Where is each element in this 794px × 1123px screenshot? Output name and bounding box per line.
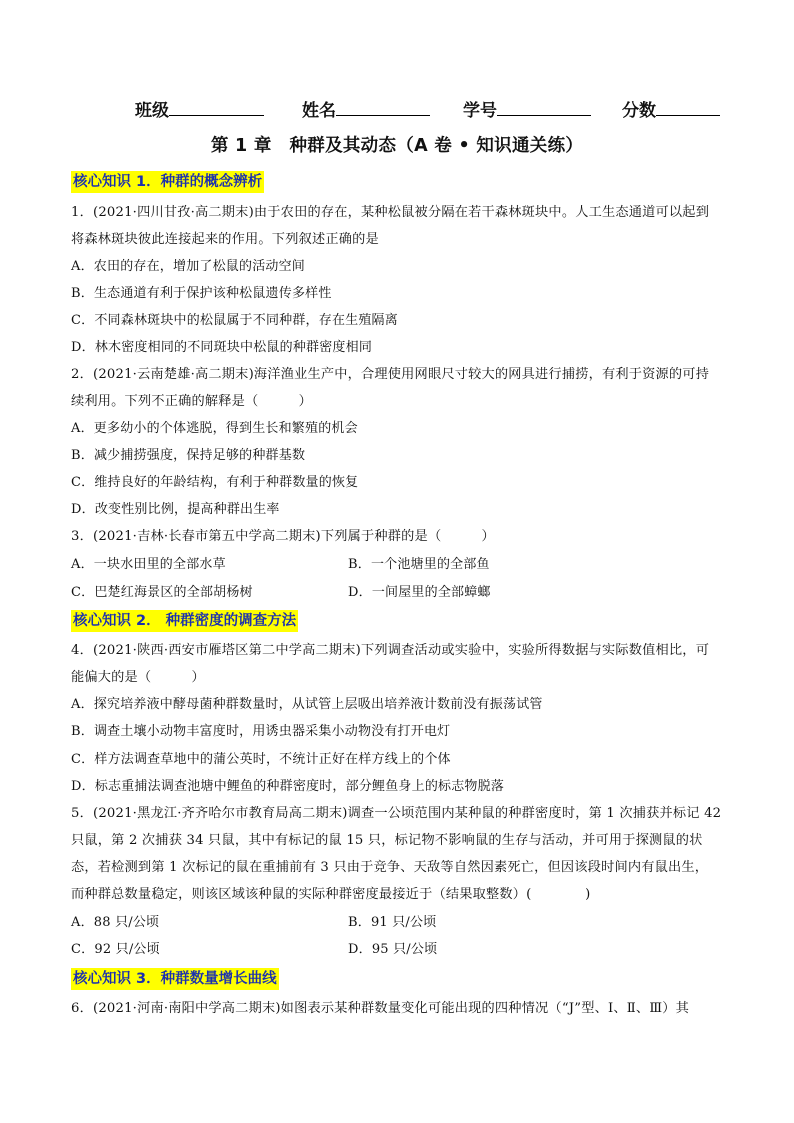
q5-option-a: A．88 只/公顷: [71, 915, 160, 930]
q4-option-c: C．样方法调查草地中的蒲公英时，不统计正好在样方线上的个体: [71, 752, 451, 767]
q4-option-d: D．标志重捕法调查池塘中鲤鱼的种群密度时，部分鲤鱼身上的标志物脱落: [71, 779, 505, 794]
q2-option-c: C．维持良好的年龄结构，有利于种群数量的恢复: [71, 475, 359, 490]
score-label: 分数: [622, 101, 656, 121]
q3-stem-line-1: 3．(2021·吉林·长春市第五中学高二期末)下列属于种群的是（ ）: [71, 529, 495, 544]
q4-stem-line-1: 4．(2021·陕西·西安市雁塔区第二中学高二期末)下列调查活动或实验中，实验所得数据与实际数值相比，可: [71, 643, 710, 658]
name-blank[interactable]: [336, 97, 430, 116]
q4-option-a: A．探究培养液中酵母菌种群数量时，从试管上层吸出培养液计数前没有振荡试管: [71, 697, 543, 712]
q6-stem-line-1: 6．(2021·河南·南阳中学高二期末)如图表示某种群数量变化可能出现的四种情况（“J”型、Ⅰ、Ⅱ、Ⅲ）其: [71, 1001, 690, 1016]
q1-option-a: A．农田的存在，增加了松鼠的活动空间: [71, 259, 305, 274]
class-blank[interactable]: [169, 97, 264, 116]
section-heading-1: 核心知识 1．种群的概念辨析: [71, 171, 264, 193]
q1-option-b: B．生态通道有利于保护该种松鼠遗传多样性: [71, 286, 332, 301]
score-field[interactable]: [622, 96, 720, 121]
q3-option-b: B．一个池塘里的全部鱼: [348, 557, 490, 572]
q5-stem-line-2: 只鼠，第 2 次捕获 34 只鼠，其中有标记的鼠 15 只，标记物不影响鼠的生存与活动，并可用于探测鼠的状: [71, 833, 703, 848]
q1-stem-line-1: 1．(2021·四川甘孜·高二期末)由于农田的存在，某种松鼠被分隔在若干森林斑块中。人工生态通道可以起到: [71, 205, 710, 220]
class-label: 班级: [135, 101, 169, 121]
q1-option-c: C．不同森林斑块中的松鼠属于不同种群，存在生殖隔离: [71, 313, 398, 328]
q2-stem-line-1: 2．(2021·云南楚雄·高二期末)海洋渔业生产中，合理使用网眼尺寸较大的网具进行捕捞，有利于资源的可持: [71, 367, 710, 382]
score-blank[interactable]: [656, 97, 720, 116]
q5-stem-line-1: 5．(2021·黑龙江·齐齐哈尔市教育局高二期末)调查一公顷范围内某种鼠的种群密度时，第 1 次捕获并标记 42: [71, 806, 722, 821]
class-field[interactable]: [135, 96, 264, 121]
q3-option-a: A．一块水田里的全部水草: [71, 557, 226, 572]
q1-option-d: D．林木密度相同的不同斑块中松鼠的种群密度相同: [71, 340, 373, 355]
q5-option-c: C．92 只/公顷: [71, 942, 160, 957]
q5-option-b: B．91 只/公顷: [348, 915, 437, 930]
q5-stem-line-4: 而种群总数量稳定，则该区域该种鼠的实际种群密度最接近于（结果取整数）( ): [71, 887, 591, 902]
name-field[interactable]: [302, 96, 430, 121]
student-info-header: [0, 96, 794, 122]
q2-option-a: A．更多幼小的个体逃脱，得到生长和繁殖的机会: [71, 421, 358, 436]
q5-option-d: D．95 只/公顷: [348, 942, 438, 957]
student-id-label: 学号: [463, 101, 497, 121]
q4-option-b: B．调查土壤小动物丰富度时，用诱虫器采集小动物没有打开电灯: [71, 724, 451, 739]
q1-stem-line-2: 将森林斑块彼此连接起来的作用。下列叙述正确的是: [71, 232, 379, 247]
q3-option-d: D．一间屋里的全部蟑螂: [348, 585, 491, 600]
page-title: 第 1 章 种群及其动态（A 卷 • 知识通关练）: [210, 136, 584, 156]
q3-option-c: C．巴楚红海景区的全部胡杨树: [71, 585, 253, 600]
q2-option-b: B．减少捕捞强度，保持足够的种群基数: [71, 448, 306, 463]
student-id-blank[interactable]: [497, 97, 591, 116]
q2-option-d: D．改变性别比例，提高种群出生率: [71, 502, 280, 517]
q5-stem-line-3: 态，若检测到第 1 次标记的鼠在重捕前有 3 只由于竞争、天敌等自然因素死亡，但因该段时间内有鼠出生，: [71, 860, 709, 875]
q4-stem-line-2: 能偏大的是（ ）: [71, 670, 205, 685]
section-heading-2: 核心知识 2． 种群密度的调查方法: [71, 610, 298, 632]
student-id-field[interactable]: [463, 96, 591, 121]
q2-stem-line-2: 续利用。下列不正确的解释是（ ）: [71, 394, 312, 409]
section-heading-3: 核心知识 3．种群数量增长曲线: [71, 968, 279, 990]
name-label: 姓名: [302, 101, 336, 121]
